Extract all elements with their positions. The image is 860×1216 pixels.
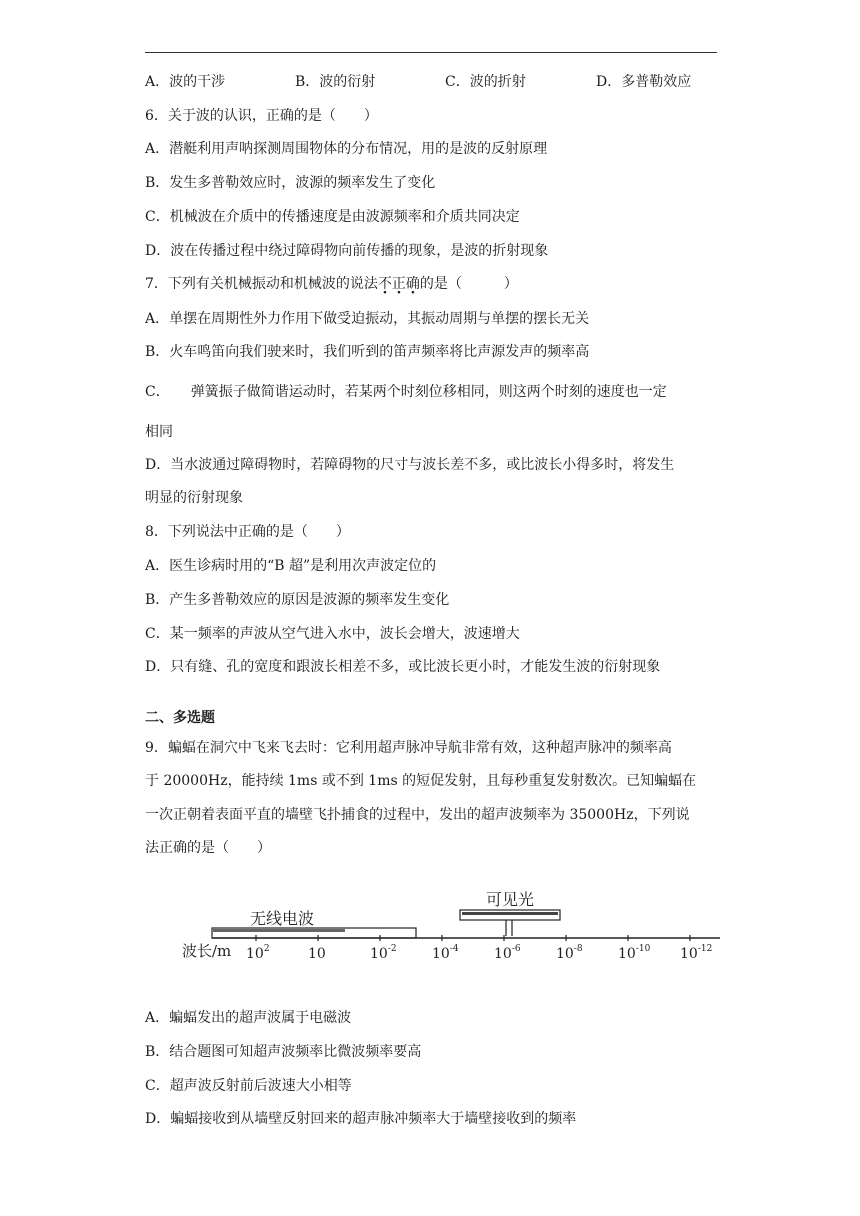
q9-stem-line1: 9．蝙蝠在洞穴中飞来飞去时：它利用超声脉冲导航非常有效，这种超声脉冲的频率高 [145,740,672,756]
q7-emphasis-2: 正 [391,276,406,292]
q7-option-d-line2: 明显的衍射现象 [145,490,243,506]
q7-option-d-line1: D．当水波通过障碍物时，若障碍物的尺寸与波长差不多，或比波长小得多时，将发生 [145,457,675,473]
wavelength-spectrum-figure [180,886,720,966]
header-rule [145,52,717,53]
q5-option-d: D．多普勒效应 [596,74,692,90]
q7-option-b: B．火车鸣笛向我们驶来时，我们听到的笛声频率将比声源发声的频率高 [145,344,590,360]
q6-option-c: C．机械波在介质中的传播速度是由波源频率和介质共同决定 [145,209,520,225]
q9-option-b: B．结合题图可知超声波频率比微波频率要高 [145,1044,422,1060]
q8-stem: 8．下列说法中正确的是（ ） [145,524,350,540]
q7-stem-post: 的是（ ） [419,276,518,292]
q9-stem-line2: 于 20000Hz，能持续 1ms 或不到 1ms 的短促发射，且每秒重复发射数次。已知蝙蝠在 [145,773,697,789]
q8-option-b: B．产生多普勒效应的原因是波源的频率发生变化 [145,592,450,608]
tick-label: 10 [308,946,326,962]
tick-label: $10^2$ [246,944,270,962]
q9-option-a: A．蝙蝠发出的超声波属于电磁波 [145,1010,352,1026]
q7-stem [145,274,518,294]
q8-option-c: C．某一频率的声波从空气进入水中，波长会增大，波速增大 [145,626,520,642]
tick-label: $10^{-10}$ [618,944,651,962]
q9-stem-line3: 一次正朝着表面平直的墙壁飞扑捕食的过程中，发出的超声波频率为 35000Hz，下列说 [145,807,690,823]
q8-option-a: A．医生诊病时用的“B 超”是利用次声波定位的 [145,558,437,574]
radio-wave-band-fill [213,929,345,932]
q7-option-c-line1: C． 弹簧振子做简谐运动时，若某两个时刻位移相同，则这两个时刻的速度也一定 [145,384,667,400]
q8-option-d: D．只有缝、孔的宽度和跟波长相差不多，或比波长更小时，才能发生波的衍射现象 [145,659,661,675]
tick-label: $10^{-12}$ [680,944,713,962]
visible-light-band-fill [462,912,558,915]
q5-option-a: A．波的干涉 [145,74,226,90]
q9-stem-line4: 法正确的是（ ） [145,840,271,856]
q6-option-a: A．潜艇利用声呐探测周围物体的分布情况，用的是波的反射原理 [145,141,548,157]
tick-label: $10^{-6}$ [494,944,521,962]
q7-emphasis-1: 不 [377,276,392,292]
q5-option-b: B．波的衍射 [295,74,376,90]
q6-option-b: B．发生多普勒效应时，波源的频率发生了变化 [145,175,436,191]
q7-emphasis-3: 确 [405,276,420,292]
tick-group [246,935,712,962]
q6-stem: 6．关于波的认识，正确的是（ ） [145,108,378,124]
q6-option-d: D．波在传播过程中绕过障碍物向前传播的现象，是波的折射现象 [145,243,549,259]
radio-wave-label: 无线电波 [250,909,315,928]
q7-stem-pre: 7．下列有关机械振动和机械波的说法 [145,276,378,292]
tick-label: $10^{-4}$ [432,944,459,962]
visible-light-label: 可见光 [486,890,535,909]
q9-option-d: D．蝙蝠接收到从墙壁反射回来的超声脉冲频率大于墙壁接收到的频率 [145,1111,577,1127]
section-heading: 二、多选题 [145,710,215,726]
q9-option-c: C．超声波反射前后波速大小相等 [145,1078,352,1094]
tick-label: $10^{-8}$ [556,944,583,962]
q7-option-a: A．单摆在周期性外力作用下做受迫振动，其振动周期与单摆的摆长无关 [145,311,590,327]
q5-option-c: C．波的折射 [445,74,526,90]
q7-option-c-line2: 相同 [145,424,173,440]
tick-label: $10^{-2}$ [370,944,397,962]
axis-label: 波长/m [182,942,232,960]
